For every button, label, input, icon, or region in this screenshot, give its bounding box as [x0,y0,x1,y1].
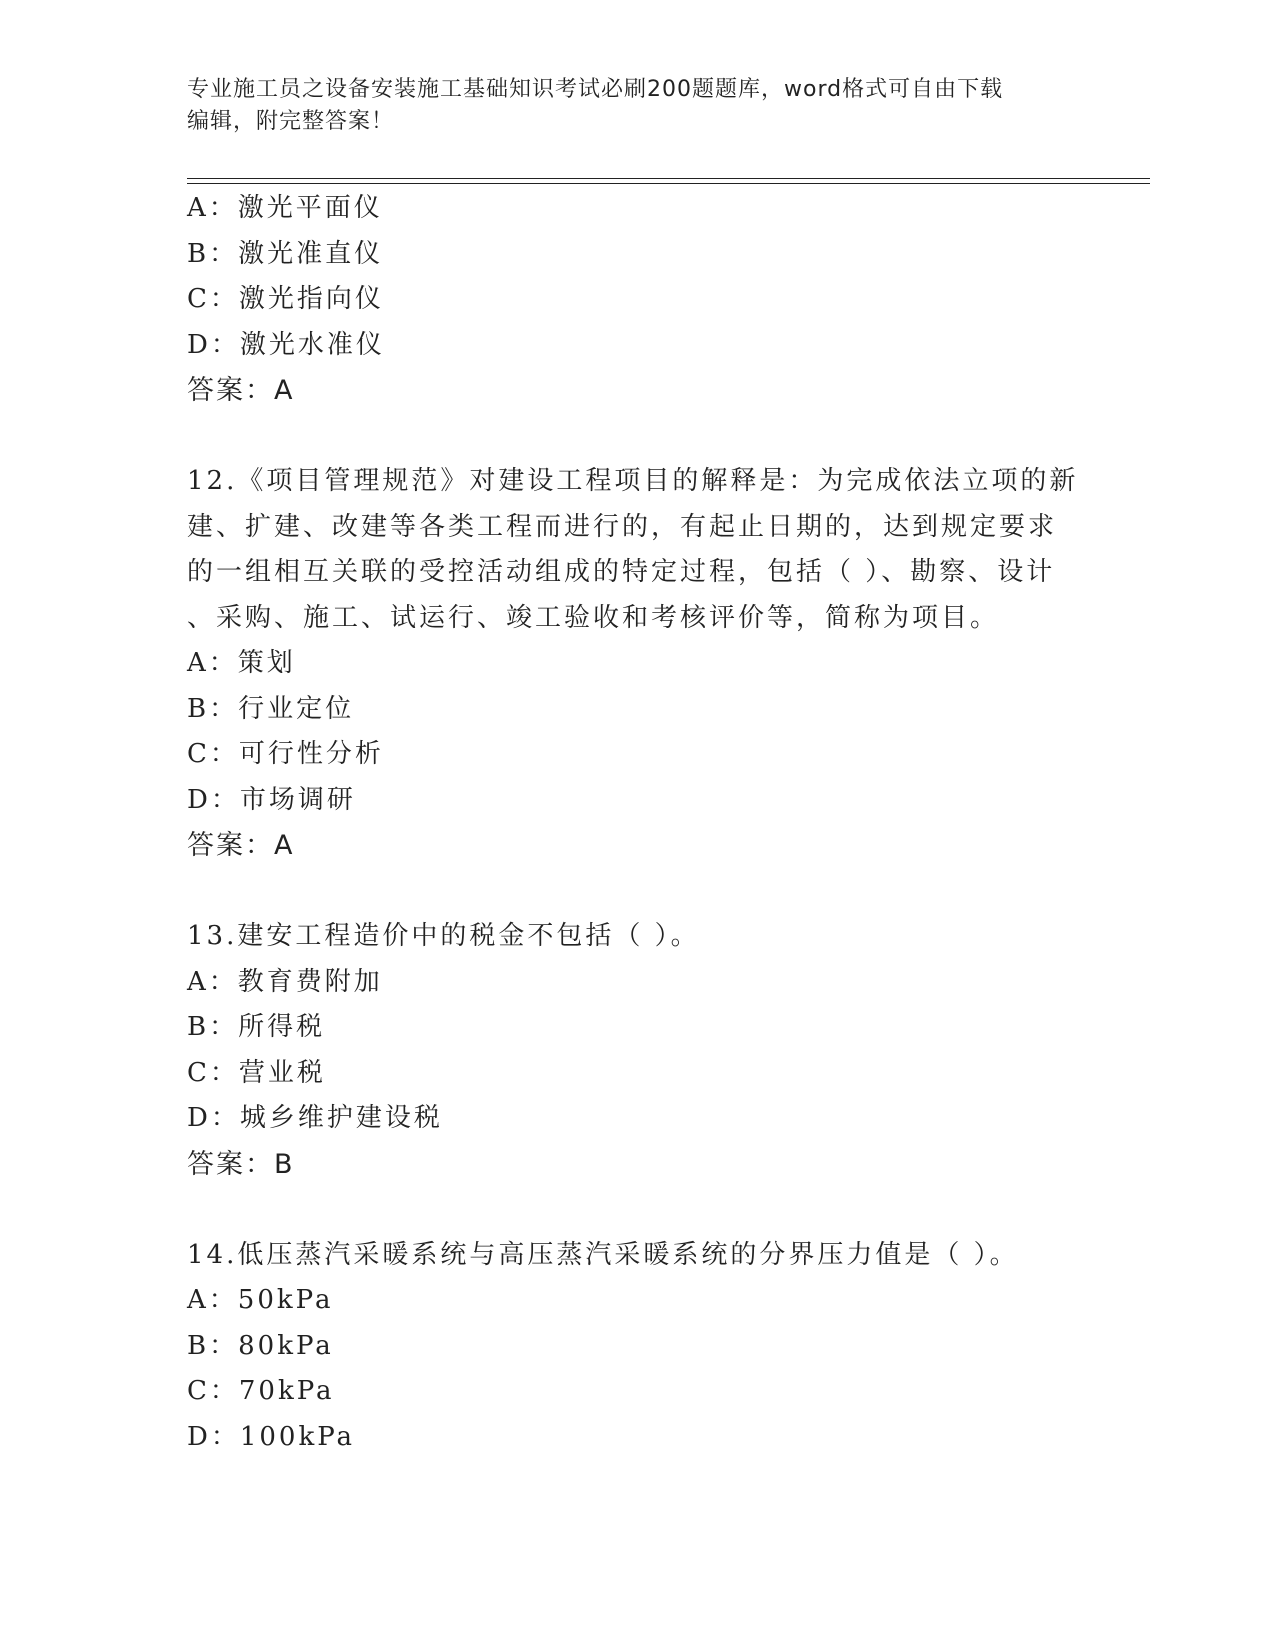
option-a: A：策划 [187,648,296,678]
question-spacer [187,414,1087,460]
question-stem-line: 14.低压蒸汽采暖系统与高压蒸汽采暖系统的分界压力值是（ ）。 [187,1239,1019,1270]
option-a: A：50kPa [187,1285,334,1315]
question-stem-line: 12.《项目管理规范》对建设工程项目的解释是：为完成依法立项的新 [187,466,1079,496]
option-c: C：激光指向仪 [187,284,384,314]
option-c: C：营业税 [187,1057,326,1088]
option-b: B：所得税 [187,1012,326,1042]
header-divider-top [187,178,1150,179]
page-header [187,74,1087,138]
option-d: D：市场调研 [187,784,356,815]
option-a: A：激光平面仪 [187,193,383,223]
question-stem-line: 建、扩建、改建等各类工程而进行的，有起止日期的，达到规定要求 [187,511,1058,542]
question-stem-line: 、采购、施工、试运行、竣工验收和考核评价等，简称为项目。 [187,602,1000,633]
option-c: C：可行性分析 [187,739,384,769]
question-12 [187,459,1087,869]
option-d: D：城乡维护建设税 [187,1103,443,1133]
option-b: B：激光准直仪 [187,238,384,269]
header-title-line-2: 编辑，附完整答案！ [187,109,395,134]
answer-line: 答案：A [187,375,295,406]
question-14 [187,1233,1087,1461]
question-11 [187,186,1087,414]
header-title-line-1: 专业施工员之设备安装施工基础知识考试必刷200题题库，word格式可自由下载 [187,77,1004,102]
option-a: A：教育费附加 [187,966,383,997]
option-b: B：行业定位 [187,693,355,724]
question-spacer [187,869,1087,915]
option-c: C：70kPa [187,1376,335,1406]
option-b: B：80kPa [187,1330,334,1361]
question-stem-line: 13.建安工程造价中的税金不包括（ ）。 [187,921,700,951]
option-d: D：激光水准仪 [187,329,385,360]
question-stem-line: 的一组相互关联的受控活动组成的特定过程，包括（ ）、勘察、设计 [187,557,1056,587]
question-list [187,186,1087,1460]
header-divider-bottom [187,183,1150,184]
answer-line: 答案：A [187,830,295,861]
answer-line: 答案：B [187,1148,295,1180]
option-d: D：100kPa [187,1421,356,1452]
question-13 [187,914,1087,1187]
question-spacer [187,1187,1087,1233]
